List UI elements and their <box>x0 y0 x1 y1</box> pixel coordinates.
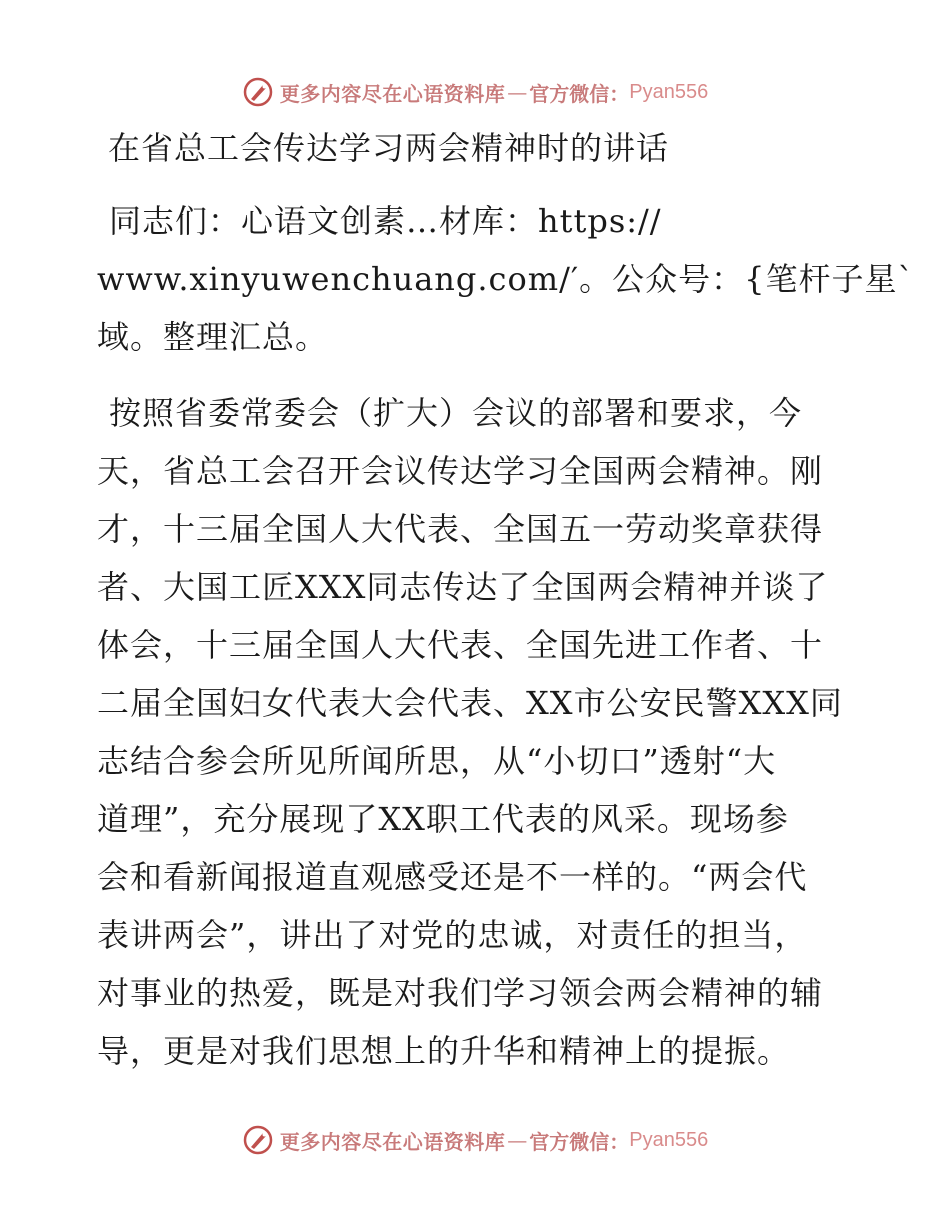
body-line: 道理”，充分展现了XX职工代表的风采。现场参 <box>97 800 789 838</box>
banner-wechat-handle: Pyan556 <box>629 80 709 103</box>
pen-nib-logo-icon <box>242 1124 274 1156</box>
body-line: 体会，十三届全国人大代表、全国先进工作者、十 <box>97 626 824 664</box>
body-line: 对事业的热爱，既是对我们学习领会两会精神的辅 <box>97 974 824 1012</box>
body-line: 表讲两会”，讲出了对党的忠诚，对责任的担当， <box>97 916 808 954</box>
banner-wechat-label: 官方微信： <box>529 1129 630 1154</box>
intro-line: www.xinyuwenchuang.com/′。公众号：{笔杆子星` <box>97 260 915 298</box>
intro-line: 域。整理汇总。 <box>97 318 329 356</box>
intro-paragraph <box>97 192 915 366</box>
banner-wechat-handle: Pyan556 <box>629 1128 709 1151</box>
body-line: 二届全国妇女代表大会代表、XX市公安民警XXX同 <box>97 684 843 722</box>
body-line: 志结合参会所见所闻所思，从“小切口”透射“大 <box>97 742 777 780</box>
banner-slogan: 更多内容尽在心语资料库 <box>279 1129 506 1154</box>
body-line: 按照省委常委会（扩大）会议的部署和要求，今 <box>109 394 803 432</box>
banner-slogan: 更多内容尽在心语资料库 <box>279 81 506 106</box>
body-line: 会和看新闻报道直观感受还是不一样的。“两会代 <box>97 858 808 896</box>
body-line: 者、大国工匠XXX同志传达了全国两会精神并谈了 <box>97 568 829 606</box>
intro-line: 同志们：心语文创素…材库：https:// <box>109 202 662 240</box>
body-line: 才，十三届全国人大代表、全国五一劳动奖章获得 <box>97 510 824 548</box>
header-banner <box>0 72 950 112</box>
banner-dash: — <box>507 1128 528 1152</box>
banner-dash: — <box>507 80 528 104</box>
body-paragraph <box>97 384 857 1080</box>
banner-wechat-label: 官方微信： <box>529 81 630 106</box>
body-line: 导，更是对我们思想上的升华和精神上的提振。 <box>97 1032 791 1070</box>
body-line: 天，省总工会召开会议传达学习全国两会精神。刚 <box>97 452 824 490</box>
footer-banner <box>0 1120 950 1160</box>
document-title: 在省总工会传达学习两会精神时的讲话 <box>108 129 670 167</box>
pen-nib-logo-icon <box>242 76 274 108</box>
